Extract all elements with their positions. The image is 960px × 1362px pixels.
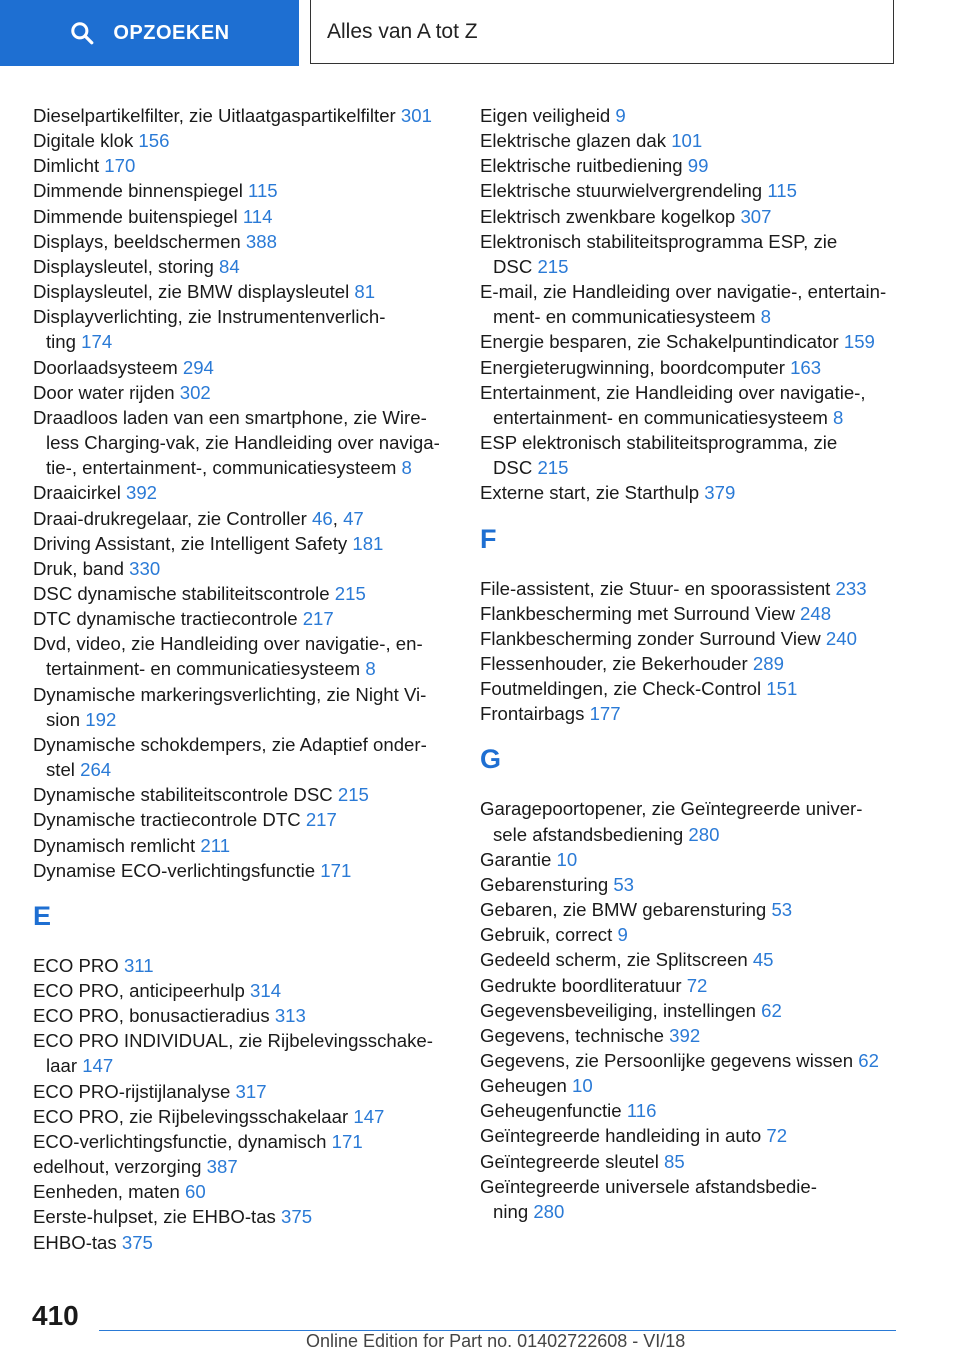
page-reference-link[interactable]: 192 <box>85 708 117 730</box>
index-entry-text: Driving Assistant, zie Intelligent Safety <box>33 532 348 554</box>
index-entry <box>33 782 443 807</box>
page-reference-link[interactable]: 10 <box>556 848 578 870</box>
index-entry-text: Elektronisch stabiliteitsprogramma ESP, zie <box>480 230 838 252</box>
page-reference-link[interactable]: 8 <box>833 406 844 428</box>
index-entry-text: edelhout, verzorging <box>33 1156 202 1178</box>
index-entry-text: Gedeeld scherm, zie Splitscreen <box>480 949 748 971</box>
index-entry-text: Dimlicht <box>33 155 100 177</box>
index-entry-text: Eenheden, maten <box>33 1181 180 1203</box>
page-reference-link[interactable]: 99 <box>687 155 709 177</box>
index-entry-text: Energie besparen, zie Schakelpuntindicator <box>480 331 839 353</box>
index-entry-text: Digitale klok <box>33 130 134 152</box>
page-number: 410 <box>32 1300 79 1331</box>
index-entry-text: Entertainment, zie Handleiding over navigatie-, <box>480 381 866 403</box>
index-entry <box>33 556 443 581</box>
page-reference-link[interactable]: 375 <box>121 1231 153 1253</box>
page-reference-link[interactable]: 302 <box>179 381 211 403</box>
page-reference-link[interactable]: 387 <box>206 1156 238 1178</box>
page-reference-link[interactable]: 215 <box>337 784 369 806</box>
index-entry-text: Dynamische tractiecontrole DTC <box>33 809 301 831</box>
index-entry <box>33 1230 443 1255</box>
page-reference-link[interactable]: 62 <box>858 1050 879 1071</box>
index-section-letter: F <box>480 523 497 554</box>
page-reference-link[interactable]: 388 <box>245 230 277 252</box>
page-reference-link[interactable]: 330 <box>129 557 161 579</box>
page-reference-link[interactable]: 311 <box>123 954 154 976</box>
index-entry <box>33 1079 443 1104</box>
page-reference-link[interactable]: 215 <box>537 255 569 277</box>
search-button[interactable] <box>0 0 299 66</box>
page-reference-link[interactable]: 379 <box>704 482 736 504</box>
page-reference-link[interactable]: 313 <box>274 1005 306 1027</box>
page-reference-link[interactable]: 101 <box>671 130 703 152</box>
index-entry <box>480 701 900 726</box>
index-entry <box>33 732 443 782</box>
index-entry-text: Door water rijden <box>33 381 175 403</box>
index-entry <box>480 1048 900 1073</box>
page-reference-link[interactable]: 147 <box>82 1055 114 1077</box>
index-entry-text: ECO-verlichtingsfunctie, dynamisch <box>33 1130 327 1152</box>
index-entry: Draai-drukregelaar, zie Controller 46, 47 <box>33 507 364 529</box>
page-reference-link[interactable]: 215 <box>334 582 366 604</box>
index-entry-text: ECO PRO <box>33 954 119 976</box>
index-entry <box>33 355 443 380</box>
index-entry <box>480 601 900 626</box>
page-reference-link[interactable]: 307 <box>740 205 772 227</box>
index-entry-text: laar <box>46 1055 78 1077</box>
index-entry-text: Druk, band <box>33 557 124 579</box>
index-entry <box>480 1023 900 1048</box>
index-entry <box>33 531 443 556</box>
index-entry-text: Draaicirkel <box>33 482 121 504</box>
index-entry-text: entertainment- en communicatiesysteem <box>493 406 828 428</box>
index-entry-text: Flankbescherming met Surround View <box>480 602 795 624</box>
index-column-right <box>480 103 900 1224</box>
index-entry <box>480 947 900 972</box>
page-reference-link[interactable]: 81 <box>354 281 376 303</box>
page-reference-link[interactable]: 181 <box>352 532 384 554</box>
index-entry-text: File-assistent, zie Stuur- en spoorassistent <box>480 577 831 599</box>
search-label: OPZOEKEN <box>113 21 230 44</box>
page-reference-link[interactable]: 289 <box>752 652 784 674</box>
page-reference-link[interactable]: 60 <box>184 1181 206 1203</box>
index-entry <box>33 229 443 254</box>
page-reference-link[interactable]: 114 <box>242 205 273 227</box>
index-entry-text: Displayverlichting, zie Instrumentenverlich- <box>33 306 386 328</box>
index-entry <box>480 1123 900 1148</box>
page-reference-link[interactable]: 174 <box>81 331 113 353</box>
page-reference-link[interactable]: 159 <box>843 331 875 353</box>
index-entry <box>33 631 443 681</box>
page-reference-link[interactable]: 151 <box>766 678 798 700</box>
index-entry-text: stel <box>46 759 75 781</box>
index-entry-text: Geïntegreerde sleutel <box>480 1150 659 1172</box>
index-entry-text: Energieterugwinning, boordcomputer <box>480 356 785 378</box>
index-entry <box>33 581 443 606</box>
index-entry-text: Doorlaadsysteem <box>33 356 178 378</box>
page-reference-link[interactable]: 233 <box>835 577 867 599</box>
search-icon <box>69 20 95 46</box>
index-entry-text: Frontairbags <box>480 703 585 725</box>
index-entry <box>480 1174 900 1224</box>
index-entry <box>480 847 900 872</box>
page-reference-link[interactable]: 9 <box>615 105 626 126</box>
index-entry-text: ECO PRO, zie Rijbelevingsschakelaar <box>33 1105 349 1127</box>
page-reference-link[interactable]: 170 <box>104 155 136 177</box>
index-entry <box>480 626 900 651</box>
index-entry <box>480 897 900 922</box>
page-reference-link[interactable]: 9 <box>617 924 628 946</box>
page-reference-link[interactable]: 294 <box>182 356 214 378</box>
page-reference-link[interactable]: 217 <box>302 608 334 630</box>
index-entry <box>480 922 900 947</box>
index-entry <box>480 872 900 897</box>
index-entry-text: EHBO-tas <box>33 1231 117 1253</box>
index-entry-text: Gebruik, correct <box>480 924 613 946</box>
page-reference-link[interactable]: 115 <box>248 180 278 202</box>
index-entry <box>480 178 900 203</box>
index-entry <box>480 1098 900 1123</box>
page-reference-link[interactable]: 8 <box>401 457 412 479</box>
index-entry <box>480 279 900 329</box>
index-entry <box>33 833 443 858</box>
index-entry <box>33 1003 443 1028</box>
index-entry <box>33 380 443 405</box>
index-entry <box>33 953 443 978</box>
top-bar <box>0 0 960 68</box>
index-entry <box>33 480 443 505</box>
index-entry-text: ECO PRO-rijstijlanalyse <box>33 1080 231 1102</box>
page-reference-link[interactable]: 53 <box>771 899 793 921</box>
page-reference-link[interactable]: 392 <box>126 482 158 504</box>
index-entry <box>480 153 900 178</box>
page-reference-link[interactable]: 72 <box>686 974 708 996</box>
index-entry-text: Dynamische stabiliteitscontrole DSC <box>33 784 333 806</box>
index-entry-text: Garantie <box>480 848 552 870</box>
index-entry <box>480 380 900 430</box>
index-entry <box>480 128 900 153</box>
index-entry-text: Dimmende buitenspiegel <box>33 205 238 227</box>
index-entry-text: Gegevens, technische <box>480 1024 664 1046</box>
index-entry <box>33 304 443 354</box>
page-reference-link[interactable]: 85 <box>664 1150 685 1172</box>
page-reference-link[interactable]: 46 <box>312 507 333 529</box>
page-reference-link[interactable]: 115 <box>767 180 797 202</box>
page-reference-link[interactable]: 217 <box>305 809 337 831</box>
index-entry <box>33 1129 443 1154</box>
index-entry-text: ment- en communicatiesysteem <box>493 306 756 328</box>
index-entry-text: Gegevensbeveiliging, instellingen <box>480 999 756 1021</box>
index-entry <box>480 103 900 128</box>
page-reference-link[interactable]: 47 <box>343 507 364 529</box>
index-column-left <box>33 103 443 1255</box>
index-entry-text: Displaysleutel, zie BMW displaysleutel <box>33 281 350 303</box>
index-entry <box>33 103 443 128</box>
page-reference-link[interactable]: 171 <box>320 859 352 881</box>
index-entry <box>33 807 443 832</box>
page-reference-link[interactable]: 301 <box>400 105 432 126</box>
index-entry <box>33 178 443 203</box>
index-entry <box>33 606 443 631</box>
index-entry <box>480 1073 900 1098</box>
index-entry-text: Gegevens, zie Persoonlijke gegevens wissen <box>480 1050 854 1071</box>
index-entry <box>480 651 900 676</box>
index-entry <box>480 998 900 1023</box>
index-entry <box>33 279 443 304</box>
page-reference-link[interactable]: 62 <box>761 999 782 1021</box>
index-entry-text: E-mail, zie Handleiding over navigatie-, entertain- <box>480 281 887 303</box>
page-reference-link[interactable]: 147 <box>353 1105 385 1127</box>
index-entry-text: Dynamisch remlicht <box>33 834 196 856</box>
index-entry <box>33 204 443 229</box>
page-reference-link[interactable]: 116 <box>626 1100 657 1122</box>
page-reference-link[interactable]: 280 <box>688 823 720 845</box>
page-reference-link[interactable]: 317 <box>235 1080 267 1102</box>
page-reference-link[interactable]: 392 <box>669 1024 701 1046</box>
index-entry-text: Dvd, video, zie Handleiding over navigatie-, en- <box>33 633 423 655</box>
page-reference-link[interactable]: 314 <box>250 980 282 1001</box>
index-entry <box>480 430 900 480</box>
index-entry-text: Geïntegreerde handleiding in auto <box>480 1125 762 1147</box>
index-entry-text: DSC <box>493 255 533 277</box>
index-entry-text: ECO PRO, bonusactieradius <box>33 1005 270 1027</box>
index-entry-text: Garagepoortopener, zie Geïntegreerde univer- <box>480 798 863 820</box>
index-entry <box>33 1104 443 1129</box>
index-entry-text: Flessenhouder, zie Bekerhouder <box>480 652 748 674</box>
index-entry <box>33 858 443 883</box>
index-entry <box>33 1204 443 1229</box>
index-entry-text: Dynamise ECO-verlichtingsfunctie <box>33 859 316 881</box>
index-entry <box>480 576 900 601</box>
page-reference-link[interactable]: 240 <box>825 627 857 649</box>
index-entry <box>480 480 900 505</box>
page-reference-link[interactable]: 171 <box>331 1130 363 1152</box>
index-entry-text: Flankbescherming zonder Surround View <box>480 627 821 649</box>
index-entry-text: Draai-drukregelaar, zie Controller <box>33 507 307 529</box>
index-entry <box>480 355 900 380</box>
index-entry <box>480 796 900 846</box>
index-entry-text: sion <box>46 708 81 730</box>
index-entry-text: Elektrische stuurwielvergrendeling <box>480 180 763 202</box>
index-entry <box>480 1149 900 1174</box>
index-entry-text: Gedrukte boordliteratuur <box>480 974 682 996</box>
index-entry-text: tertainment- en communicatiesysteem <box>46 658 361 680</box>
page-reference-link[interactable]: 10 <box>572 1075 593 1097</box>
index-entry <box>33 1179 443 1204</box>
index-entry-text: Gebaren, zie BMW gebarensturing <box>480 899 767 921</box>
index-entry <box>480 676 900 701</box>
section-title-text: Alles van A tot Z <box>327 19 478 43</box>
index-entry <box>33 254 443 279</box>
index-entry-text: Dieselpartikelfilter, zie Uitlaatgaspartikelfilter <box>33 105 396 126</box>
index-entry-text: Eigen veiligheid <box>480 105 611 126</box>
page-reference-link[interactable]: 45 <box>752 949 774 971</box>
page-reference-link[interactable]: 53 <box>613 873 635 895</box>
index-entry-text: DSC <box>493 457 533 479</box>
index-entry-text: Dimmende binnenspiegel <box>33 180 243 202</box>
index-entry <box>33 405 443 480</box>
index-entry <box>480 204 900 229</box>
index-entry-text: DTC dynamische tractiecontrole <box>33 608 298 630</box>
section-title <box>310 0 894 64</box>
index-entry-text: Elektrische ruitbediening <box>480 155 683 177</box>
index-entry-text: Draadloos laden van een smartphone, zie Wire- <box>33 406 427 428</box>
page-reference-link[interactable]: 211 <box>200 834 231 856</box>
index-entry-text: Eerste-hulpset, zie EHBO-tas <box>33 1206 276 1228</box>
index-entry-text: Geheugen <box>480 1075 567 1097</box>
index-entry-text: Foutmeldingen, zie Check-Control <box>480 678 762 700</box>
page-reference-link[interactable]: 156 <box>138 130 170 152</box>
page-reference-link[interactable]: 72 <box>766 1125 788 1147</box>
index-entry-text: Gebarensturing <box>480 873 609 895</box>
index-entry-text: Externe start, zie Starthulp <box>480 482 700 504</box>
page-reference-link[interactable]: 8 <box>365 658 376 680</box>
index-entry-text: ECO PRO, anticipeerhulp <box>33 980 245 1001</box>
index-entry-text: tie-, entertainment-, communicatiesysteem <box>46 457 397 479</box>
index-entry-text: Geïntegreerde universele afstandsbedie- <box>480 1175 817 1197</box>
page-reference-link[interactable]: 177 <box>589 703 621 725</box>
index-entry <box>480 329 900 354</box>
index-entry-text: sele afstandsbediening <box>493 823 684 845</box>
index-entry-text: ting <box>46 331 76 353</box>
index-entry-text: ECO PRO INDIVIDUAL, zie Rijbelevingsschake- <box>33 1030 433 1052</box>
page-reference-link[interactable]: 264 <box>80 759 112 781</box>
index-entry <box>33 1028 443 1078</box>
index-entry-text: DSC dynamische stabiliteitscontrole <box>33 582 330 604</box>
index-entry-text: Displays, beeldschermen <box>33 230 241 252</box>
index-entry-text: Elektrische glazen dak <box>480 130 667 152</box>
index-entry-text: ESP elektronisch stabiliteitsprogramma, zie <box>480 432 838 454</box>
index-entry-text: ning <box>493 1200 529 1222</box>
index-entry <box>480 229 900 279</box>
page-reference-link[interactable]: 8 <box>760 306 771 328</box>
index-entry-text: less Charging-vak, zie Handleiding over naviga- <box>46 432 440 454</box>
page-reference-link[interactable]: 84 <box>219 255 240 277</box>
index-entry <box>33 1154 443 1179</box>
index-entry <box>480 973 900 998</box>
page-reference-link[interactable]: 375 <box>281 1206 313 1228</box>
index-entry <box>33 128 443 153</box>
index-entry-text: Displaysleutel, storing <box>33 255 214 277</box>
page-reference-link[interactable]: 215 <box>537 457 569 479</box>
index-entry <box>33 682 443 732</box>
index-section-letter: G <box>480 744 502 775</box>
index-entry-text: Dynamische schokdempers, zie Adaptief onder- <box>33 733 427 755</box>
page-reference-link[interactable]: 280 <box>533 1200 565 1222</box>
index-entry-text: Dynamische markeringsverlichting, zie Night Vi- <box>33 683 427 705</box>
index-entry <box>33 153 443 178</box>
index-section-letter: E <box>33 900 52 931</box>
index-entry-text: Elektrisch zwenkbare kogelkop <box>480 205 736 227</box>
edition-footer: Online Edition for Part no. 01402722608 - VI/18 <box>306 1331 686 1351</box>
page-reference-link[interactable]: 248 <box>800 602 832 624</box>
page-reference-link[interactable]: 163 <box>790 356 822 378</box>
index-entry <box>33 978 443 1003</box>
index-entry-text: Geheugenfunctie <box>480 1100 622 1122</box>
